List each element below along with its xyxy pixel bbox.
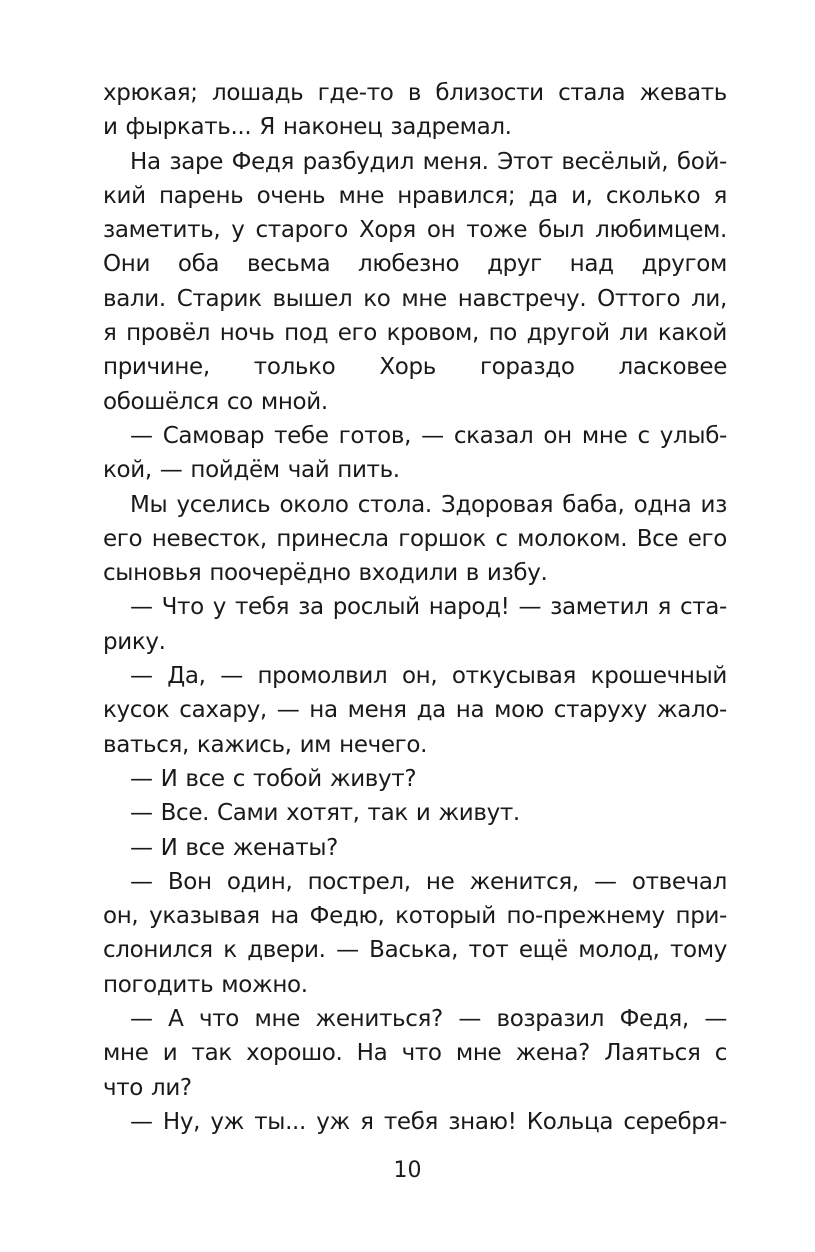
page-number: 10 (393, 1158, 422, 1183)
text-line: вали. Старик вышел ко мне навстречу. Оттого ли, (103, 285, 727, 312)
text-line: Мы уселись около стола. Здоровая баба, одна из (130, 491, 727, 518)
text-line: На заре Федя разбудил меня. Этот весёлый, бой- (130, 148, 727, 175)
page-body-text (103, 76, 727, 1139)
text-line: хрюкая; лошадь где-то в близости стала жевать (103, 80, 727, 106)
text-line: мне и так хорошо. На что мне жена? Лаяться с (103, 1040, 727, 1067)
text-line: — А что мне жениться? — возразил Федя, — (130, 1006, 727, 1033)
text-line: ваться, кажись, им нечего. (103, 731, 428, 758)
text-line: обошёлся со мной. (103, 388, 328, 415)
text-line: рику. (103, 628, 166, 655)
text-line: — Да, — промолвил он, откусывая крошечный (130, 663, 727, 690)
text-line: кусок сахару, — на меня да на мою старуху жало- (103, 697, 727, 724)
text-line: — Самовар тебе готов, — сказал он мне с улыб- (130, 422, 727, 449)
text-line: я провёл ночь под его кровом, по другой ли какой (103, 320, 727, 347)
text-line: — И все женаты? (130, 834, 339, 861)
text-line: его невесток, принесла горшок с молоком. Все его (103, 525, 727, 552)
text-line: Они оба весьма любезно друг над другом (103, 251, 727, 278)
text-line: заметить, у старого Хоря он тоже был любимцем. (103, 217, 727, 244)
text-line: — И все с тобой живут? (130, 765, 417, 792)
text-line: кий парень очень мне нравился; да и, сколько я (103, 182, 727, 209)
text-line: что ли? (103, 1074, 192, 1101)
text-line: причине, только Хорь гораздо ласковее (103, 354, 727, 381)
text-line: — Ну, уж ты... уж я тебя знаю! Кольца серебря- (130, 1108, 727, 1135)
text-line: погодить можно. (103, 971, 308, 998)
text-line: — Все. Сами хотят, так и живут. (130, 800, 520, 827)
text-line: слонился к двери. — Васька, тот ещё молод, тому (103, 937, 727, 964)
text-line: он, указывая на Федю, который по-прежнему при- (103, 903, 727, 930)
text-line: и фыркать... Я наконец задремал. (103, 114, 512, 141)
text-line: сыновья поочерёдно входили в избу. (103, 560, 548, 587)
text-line: — Вон один, пострел, не женится, — отвечал (130, 868, 727, 895)
text-line: — Что у тебя за рослый народ! — заметил я ста- (130, 594, 727, 621)
text-line: кой, — пойдём чай пить. (103, 457, 400, 484)
